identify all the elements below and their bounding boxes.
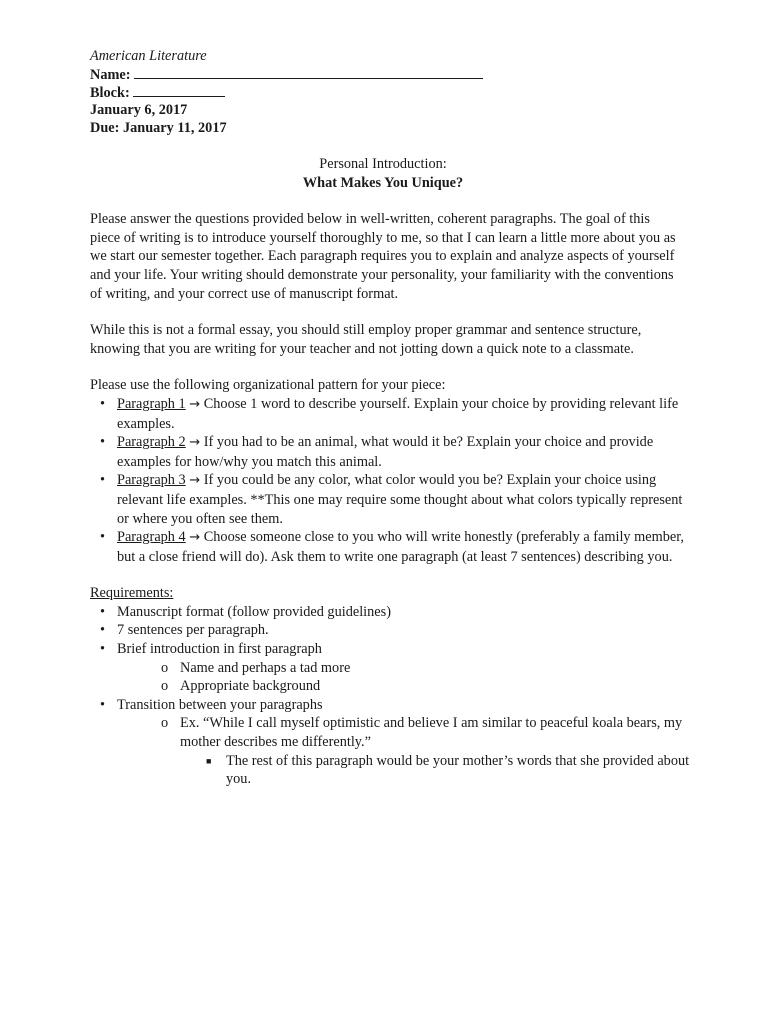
pattern-text: Choose someone close to you who will write honestly (preferably a family member, but a close friend will do). Ask them to write one paragraph (at least 7 sentences) describing you. <box>117 529 684 565</box>
bullet-icon: • <box>100 472 106 489</box>
requirements-list <box>90 603 690 659</box>
course-name: American Literature <box>90 48 207 64</box>
requirements-heading: Requirements: <box>90 585 174 602</box>
requirement-text: Manuscript format (follow provided guidelines) <box>117 603 391 620</box>
transition-subsublist <box>90 752 690 789</box>
sub-item <box>90 714 690 751</box>
sub-item-text: Ex. “While I call myself optimistic and believe I am similar to peaceful koala bears, my mother describes me differently.” <box>180 715 683 751</box>
arrow-right-icon: → <box>189 435 201 451</box>
block-blank <box>133 83 225 97</box>
bullet-icon: • <box>100 529 106 546</box>
requirement-text: Transition between your paragraphs <box>117 696 323 713</box>
pattern-text: If you could be any color, what color would you be? Explain your choice using relevant life examples. **This one may require some thought about what colors typically represent or where you often see them. <box>117 472 683 527</box>
pattern-item <box>90 395 690 433</box>
title-block <box>90 155 676 192</box>
sub-item-text: Appropriate background <box>180 678 321 695</box>
requirement-item <box>90 640 690 659</box>
name-blank <box>134 65 483 79</box>
assigned-date: January 6, 2017 <box>90 102 188 118</box>
subsub-item-text: The rest of this paragraph would be your mother’s words that she provided about you. <box>226 752 690 788</box>
requirement-item <box>90 621 690 640</box>
paragraph-1: Please answer the questions provided below in well-written, coherent paragraphs. The goal of this piece of writing is to introduce yourself thoroughly to me, so that I can learn a little more about you as we start our semester together. Each paragraph requires you to explain and analyze aspects of yourself and your life. Your writing should demonstrate your personality, your familiarity with the conventions of writing, and your correct use of manuscript format. <box>90 211 676 302</box>
name-label: Name: <box>90 67 131 83</box>
requirement-text: 7 sentences per paragraph. <box>117 622 269 639</box>
title-line-1: Personal Introduction: <box>319 156 447 172</box>
sub-item <box>90 677 690 696</box>
square-bullet-icon: ■ <box>206 755 212 766</box>
requirements-list-cont <box>90 696 690 715</box>
bullet-icon: • <box>100 622 106 639</box>
pattern-label: Paragraph 2 <box>117 434 186 451</box>
block-field <box>90 83 690 101</box>
pattern-item <box>90 528 690 566</box>
pattern-list <box>90 395 690 566</box>
pattern-item <box>90 433 690 471</box>
transition-sublist <box>90 714 690 751</box>
requirement-item <box>90 696 690 715</box>
title-line-2: What Makes You Unique? <box>302 174 464 191</box>
circle-bullet-icon: o <box>161 659 169 676</box>
bullet-icon: • <box>100 641 106 658</box>
pattern-label: Paragraph 3 <box>117 472 186 489</box>
pattern-label: Paragraph 1 <box>117 395 186 412</box>
requirement-text: Brief introduction in first paragraph <box>117 641 322 658</box>
arrow-right-icon: → <box>189 530 201 546</box>
pattern-label: Paragraph 4 <box>117 529 186 546</box>
bullet-icon: • <box>100 603 106 620</box>
name-field <box>90 65 690 83</box>
pattern-text: Choose 1 word to describe yourself. Explain your choice by providing relevant life examples. <box>117 395 679 432</box>
block-label: Block: <box>90 85 130 101</box>
requirement-item <box>90 603 690 622</box>
pattern-text: If you had to be an animal, what would it be? Explain your choice and provide examples for how/why you match this animal. <box>117 434 654 470</box>
pattern-intro: Please use the following organizational pattern for your piece: <box>90 377 446 394</box>
bullet-icon: • <box>100 696 106 713</box>
sub-item <box>90 659 690 678</box>
bullet-icon: • <box>100 395 106 412</box>
pattern-item <box>90 471 690 528</box>
arrow-right-icon: → <box>189 473 201 489</box>
due-date: Due: January 11, 2017 <box>90 120 227 136</box>
document-page <box>90 47 690 789</box>
intro-sublist <box>90 659 690 696</box>
circle-bullet-icon: o <box>161 678 169 695</box>
subsub-item <box>90 752 690 789</box>
bullet-icon: • <box>100 434 106 451</box>
sub-item-text: Name and perhaps a tad more <box>180 659 351 676</box>
paragraph-2: While this is not a formal essay, you should still employ proper grammar and sentence structure, knowing that you are writing for your teacher and not jotting down a quick note to a classmate. <box>90 322 642 357</box>
circle-bullet-icon: o <box>161 715 169 732</box>
arrow-right-icon: → <box>189 396 201 412</box>
